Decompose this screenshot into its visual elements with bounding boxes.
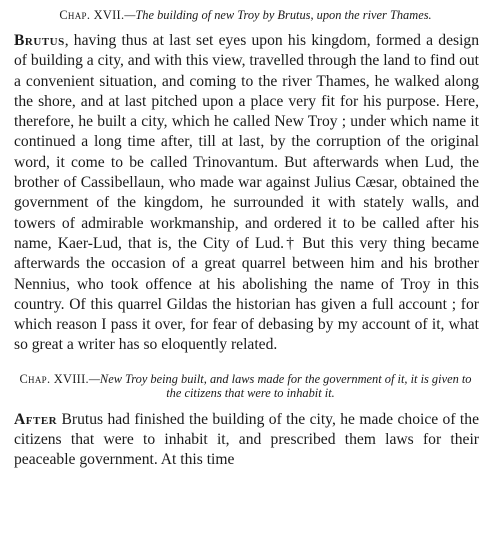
chapter-18-paragraph [14, 410, 479, 471]
chapter-17-paragraph [14, 31, 479, 356]
chapter-17-text: , having thus at last set eyes upon his kingdom, formed a design of building a city, and with this view, travelled through the land to find out a convenient situation, and coming to the river Thames, he walked along the shore, and at last pitched upon a place very fit for his purpose. Here, therefore, he built a city, which he called New Troy ; under which name it continued a long time after, till at last, by the corruption of the original word, it come to be called Trinovantum. But afterwards when Lud, the brother of Cassibellaun, who made war against Julius Cæsar, obtained the government of the kingdom, he surrounded it with stately walls, and towers of admirable workmanship, and ordered it to be called after his name, Kaer-Lud, that is, the City of Lud.† But this very thing became afterwards the occasion of a great quarrel between him and his brother Nennius, who took offence at his abolishing the name of Troy in this country. Of this quarrel Gildas the historian has given a full account ; for which reason I pass it over, for fear of debasing by my account of it, what so great a writer has so eloquently related. [14, 32, 479, 354]
chapter-17-lead-word: Brutus [14, 32, 65, 49]
chapter-18-label: Chap. XVIII. [19, 371, 89, 386]
chapter-18-heading [14, 372, 479, 400]
chapter-17-label: Chap. XVII. [59, 8, 125, 22]
chapter-18-lead-word: After [14, 410, 58, 428]
chapter-17-title: —The building of new Troy by Brutus, upon the river Thames. [124, 8, 432, 22]
chapter-17-heading [14, 8, 479, 22]
chapter-18-title: —New Troy being built, and laws made for the government of it, it is given to the citizens that were to inhabit it. [88, 371, 472, 400]
chapter-18-text: Brutus had finished the building of the city, he made choice of the citizens that were to inhabit it, and prescribed them laws for their peaceable government. At this time [14, 410, 479, 469]
